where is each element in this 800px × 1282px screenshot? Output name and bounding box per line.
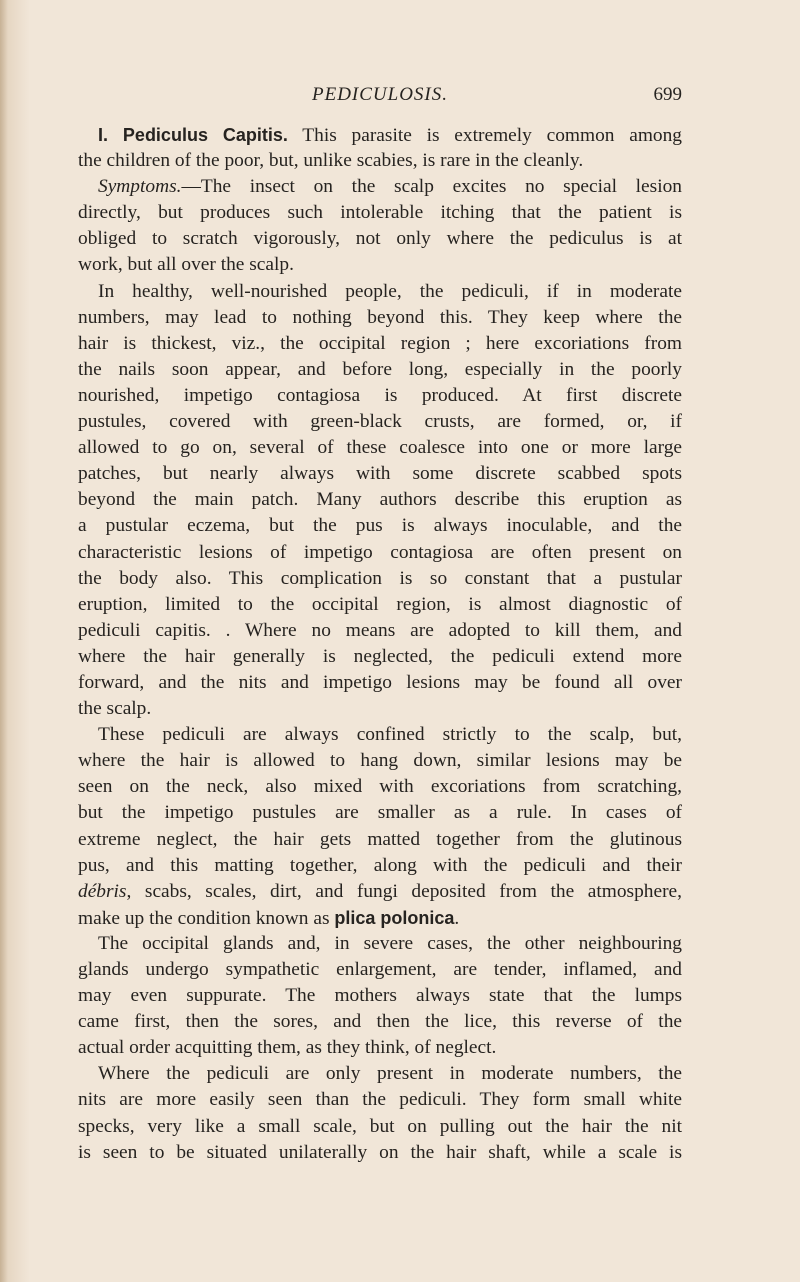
text-line	[78, 592, 682, 618]
text-line	[78, 409, 682, 435]
text-line	[78, 566, 682, 592]
text-run: the nails soon appear, and before long, especially in the poorly	[78, 358, 682, 380]
text-run: This parasite is extremely common among	[287, 125, 683, 146]
text-line	[78, 696, 682, 722]
text-line	[78, 957, 682, 983]
text-run: Where the pediculi are only present in moderate numbers, the	[98, 1063, 682, 1085]
text-run: characteristic lesions of impetigo contagiosa are often present on	[78, 541, 682, 563]
text-line	[78, 1114, 682, 1140]
text-run: patches, but nearly always with some discrete scabbed spots	[78, 463, 682, 485]
text-line	[78, 748, 682, 774]
text-run: —The insect on the scalp excites no special lesion	[181, 176, 682, 198]
text-run: In healthy, well-nourished people, the pediculi, if in moderate	[98, 280, 682, 302]
text-run: glands undergo sympathetic enlargement, are tender, inflamed, and	[78, 959, 682, 980]
text-run: seen on the neck, also mixed with excoriations from scratching,	[78, 776, 682, 798]
text-run: the scalp.	[78, 698, 152, 720]
text-line	[78, 905, 682, 931]
text-line	[78, 983, 682, 1009]
text-run: may even suppurate. The mothers always state that the lumps	[78, 985, 682, 1007]
text-run: where the hair generally is neglected, the pediculi extend more	[78, 645, 682, 667]
text-run: These pediculi are always confined strictly to the scalp, but,	[98, 724, 682, 746]
text-line	[78, 122, 682, 148]
text-run: the body also. This complication is so constant that a pustular	[78, 567, 682, 589]
text-run: directly, but produces such intolerable itching that the patient is	[78, 202, 682, 224]
text-line	[78, 540, 682, 566]
text-line	[78, 174, 682, 200]
text-run: forward, and the nits and impetigo lesions may be found all over	[78, 671, 682, 693]
text-run: but the impetigo pustules are smaller as a rule. In cases of	[78, 802, 682, 824]
text-run: a pustular eczema, but the pus is always inoculable, and the	[78, 515, 682, 537]
text-line	[78, 200, 682, 226]
text-line	[78, 1009, 682, 1035]
text-run: allowed to go on, several of these coalesce into one or more large	[78, 437, 682, 459]
text-run: nits are more easily seen than the pediculi. They form small white	[78, 1089, 682, 1111]
text-line	[78, 148, 682, 174]
text-line	[78, 618, 682, 644]
text-line	[78, 800, 682, 826]
text-line	[78, 853, 682, 879]
text-line	[78, 513, 682, 539]
text-run: specks, very like a small scale, but on pulling out the hair the nit	[78, 1115, 682, 1137]
italic-term: débris	[78, 880, 127, 902]
text-line	[78, 644, 682, 670]
text-line	[78, 461, 682, 487]
text-run: the children of the poor, but, unlike scabies, is rare in the cleanly.	[78, 150, 584, 172]
text-run: .	[454, 907, 460, 929]
bold-term: I. Pediculus Capitis.	[98, 125, 288, 145]
text-line	[78, 357, 682, 383]
text-line	[78, 774, 682, 800]
text-line	[78, 226, 682, 252]
body-text	[78, 122, 682, 1166]
text-run: obliged to scratch vigorously, not only where the pediculus is at	[78, 228, 682, 250]
text-run: make up the condition known as	[78, 907, 335, 929]
text-run: , scabs, scales, dirt, and fungi deposited from the atmosphere,	[126, 880, 682, 902]
text-line	[78, 1061, 682, 1087]
text-run: work, but all over the scalp.	[78, 254, 294, 276]
text-line	[78, 670, 682, 696]
italic-term: Symptoms.	[98, 176, 182, 198]
text-line	[78, 1140, 682, 1166]
text-run: numbers, may lead to nothing beyond this. They keep where the	[78, 306, 682, 328]
text-line	[78, 305, 682, 331]
text-run: pediculi capitis. . Where no means are adopted to kill them, and	[78, 619, 682, 641]
text-line	[78, 827, 682, 853]
text-run: hair is thickest, viz., the occipital region ; here excoriations from	[78, 332, 682, 354]
text-line	[78, 1035, 682, 1061]
text-line	[78, 487, 682, 513]
text-line	[78, 331, 682, 357]
text-line	[78, 931, 682, 957]
text-run: pus, and this matting together, along with the pediculi and their	[78, 854, 682, 876]
text-line	[78, 279, 682, 305]
text-line	[78, 435, 682, 461]
text-line	[78, 383, 682, 409]
text-run: where the hair is allowed to hang down, similar lesions may be	[78, 750, 682, 772]
text-run: pustules, covered with green-black crusts, are formed, or, if	[78, 411, 682, 433]
text-run: beyond the main patch. Many authors describe this eruption as	[78, 489, 682, 511]
text-run: eruption, limited to the occipital region, is almost diagnostic of	[78, 593, 682, 615]
text-run: The occipital glands and, in severe cases, the other neighbouring	[98, 932, 682, 954]
page-gutter-shadow	[0, 0, 8, 1282]
text-run: came first, then the sores, and then the lice, this reverse of the	[78, 1011, 682, 1033]
running-head-title: PEDICULOSIS.	[311, 84, 449, 105]
text-run: extreme neglect, the hair gets matted together from the glutinous	[78, 828, 682, 850]
page-number: 699	[653, 84, 682, 105]
text-run: actual order acquitting them, as they think, of neglect.	[78, 1037, 497, 1059]
text-line	[78, 252, 682, 278]
text-line	[78, 1087, 682, 1113]
running-head	[78, 80, 682, 110]
text-line	[78, 722, 682, 748]
text-run: nourished, impetigo contagiosa is produced. At first discrete	[78, 384, 682, 406]
text-line	[78, 879, 682, 905]
text-run: is seen to be situated unilaterally on the hair shaft, while a scale is	[78, 1141, 682, 1163]
bold-term: plica polonica	[334, 907, 455, 928]
